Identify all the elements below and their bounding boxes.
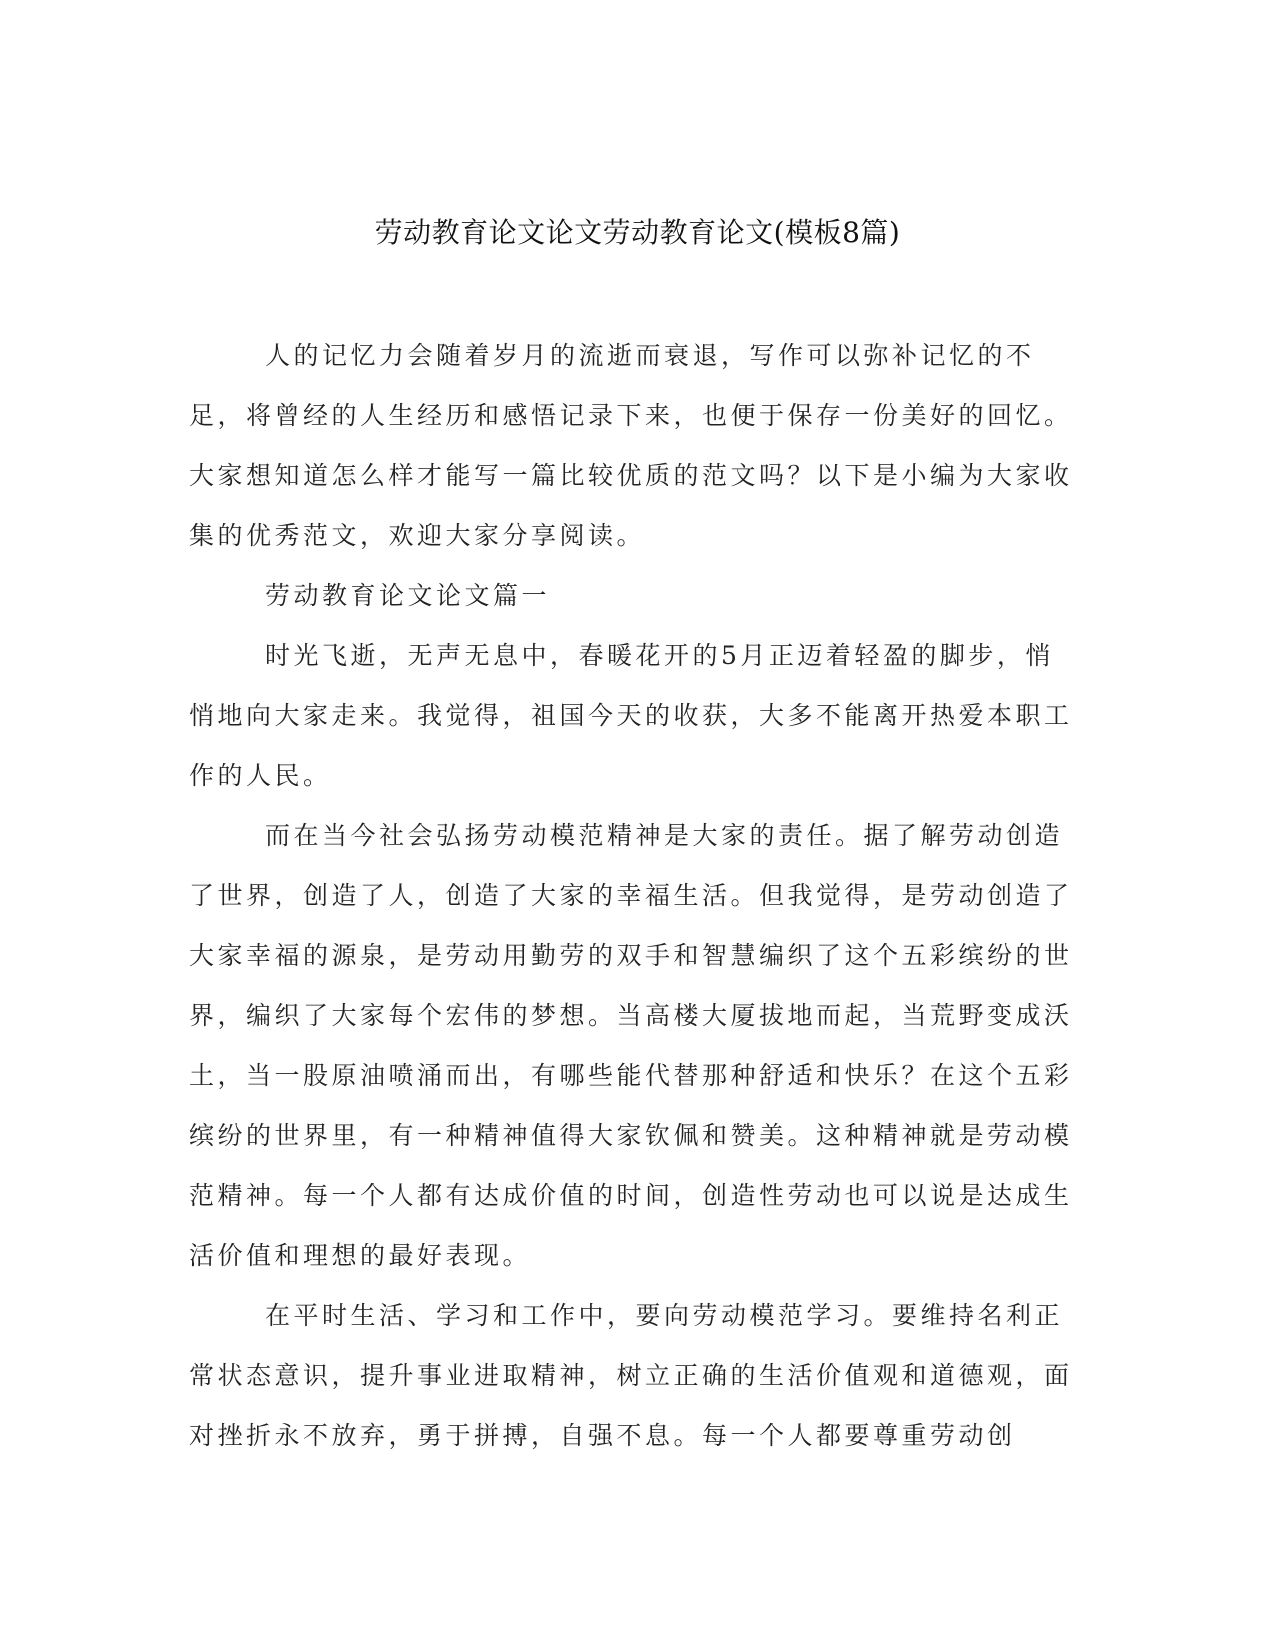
document-title: 劳动教育论文论文劳动教育论文(模板8篇) (374, 216, 901, 249)
intro-paragraph: 人的记忆力会随着岁月的流逝而衰退，写作可以弥补记忆的不足，将曾经的人生经历和感悟记录下来，也便于保存一份美好的回忆。大家想知道怎么样才能写一篇比较优质的范文吗？以下是小编为大家收集的优秀范文，欢迎大家分享阅读。 (189, 341, 1073, 550)
section-heading-1: 劳动教育论文论文篇一 (265, 581, 551, 610)
document-body (189, 326, 1077, 1466)
body-paragraph-2: 而在当今社会弘扬劳动模范精神是大家的责任。据了解劳动创造了世界，创造了人，创造了大家的幸福生活。但我觉得，是劳动创造了大家幸福的源泉，是劳动用勤劳的双手和智慧编织了这个五彩缤纷的世界，编织了大家每个宏伟的梦想。当高楼大厦拔地而起，当荒野变成沃土，当一股原油喷涌而出，有哪些能代替那种舒适和快乐？在这个五彩缤纷的世界里，有一种精神值得大家钦佩和赞美。这种精神就是劳动模范精神。每一个人都有达成价值的时间，创造性劳动也可以说是达成生活价值和理想的最好表现。 (189, 821, 1073, 1270)
body-paragraph-1: 时光飞逝，无声无息中，春暖花开的5月正迈着轻盈的脚步，悄悄地向大家走来。我觉得，祖国今天的收获，大多不能离开热爱本职工作的人民。 (189, 641, 1073, 790)
body-paragraph-3: 在平时生活、学习和工作中，要向劳动模范学习。要维持名利正常状态意识，提升事业进取精神，树立正确的生活价值观和道德观，面对挫折永不放弃，勇于拼搏，自强不息。每一个人都要尊重劳动创 (189, 1301, 1073, 1450)
